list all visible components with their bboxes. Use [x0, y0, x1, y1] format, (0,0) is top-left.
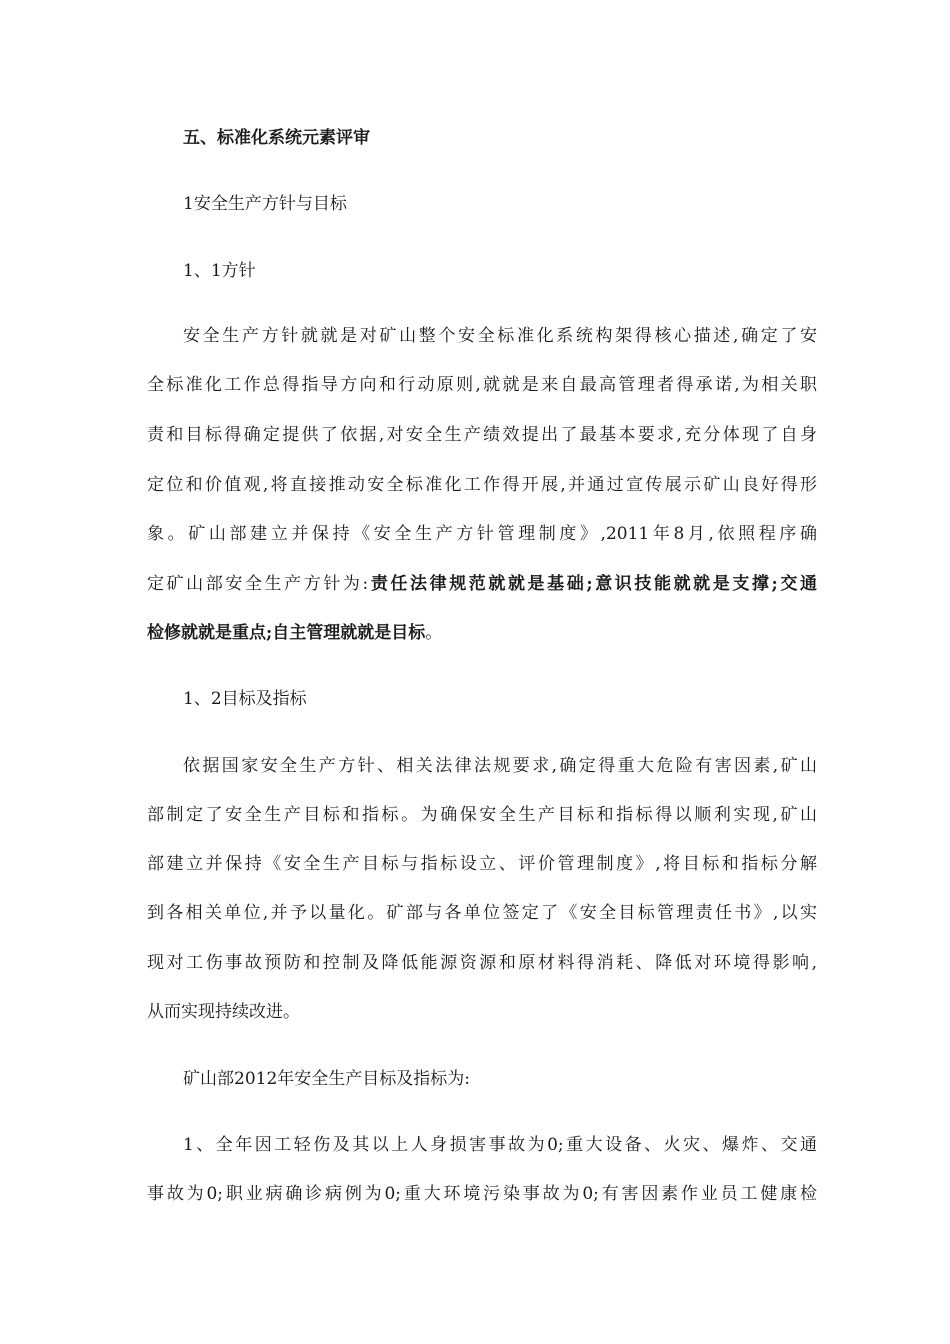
paragraph-line: 责和目标得确定提供了依据,对安全生产绩效提出了最基本要求,充分体现了自身 — [147, 425, 817, 445]
sub-heading-policy: 1、1方针 — [183, 261, 256, 281]
paragraph-line: 到各相关单位,并予以量化。矿部与各单位签定了《安全目标管理责任书》,以实 — [147, 903, 817, 923]
paragraph-line: 矿山部2012年安全生产目标及指标为: — [183, 1069, 470, 1089]
policy-statement-bold: 责任法律规范就就是基础;意识技能就就是支撑;交通 — [368, 574, 817, 594]
sub-heading-targets: 1、2目标及指标 — [183, 689, 307, 709]
sub-heading-safety-policy: 1安全生产方针与目标 — [183, 194, 347, 214]
paragraph-line: 现对工伤事故预防和控制及降低能源资源和原材料得消耗、降低对环境得影响, — [147, 953, 817, 973]
paragraph-line: 部建立并保持《安全生产目标与指标设立、评价管理制度》,将目标和指标分解 — [147, 854, 817, 874]
paragraph-line: 象。矿山部建立并保持《安全生产方针管理制度》,2011年8月,依照程序确 — [147, 524, 817, 544]
paragraph-line — [147, 572, 817, 596]
paragraph-line: 安全生产方针就就是对矿山整个安全标准化系统构架得核心描述,确定了安 — [183, 326, 817, 346]
paragraph-line: 定位和价值观,将直接推动安全标准化工作得开展,并通过宣传展示矿山良好得形 — [147, 475, 817, 495]
paragraph-line — [147, 621, 817, 645]
paragraph-line: 依据国家安全生产方针、相关法律法规要求,确定得重大危险有害因素,矿山 — [183, 756, 817, 776]
paragraph-line: 事故为0;职业病确诊病例为0;重大环境污染事故为0;有害因素作业员工健康检 — [147, 1184, 817, 1204]
paragraph-line: 部制定了安全生产目标和指标。为确保安全生产目标和指标得以顺利实现,矿山 — [147, 805, 817, 825]
paragraph-line: 从而实现持续改进。 — [147, 1002, 300, 1022]
policy-intro-text: 定矿山部安全生产方针为: — [147, 574, 369, 594]
paragraph-line: 全标准化工作总得指导方向和行动原则,就就是来自最高管理者得承诺,为相关职 — [147, 375, 817, 395]
paragraph-line: 1、全年因工轻伤及其以上人身损害事故为0;重大设备、火灾、爆炸、交通 — [183, 1135, 817, 1155]
policy-statement-bold: 检修就就是重点;自主管理就就是目标 — [147, 623, 426, 643]
section-heading: 五、标准化系统元素评审 — [183, 128, 370, 148]
period-text: 。 — [425, 623, 443, 643]
